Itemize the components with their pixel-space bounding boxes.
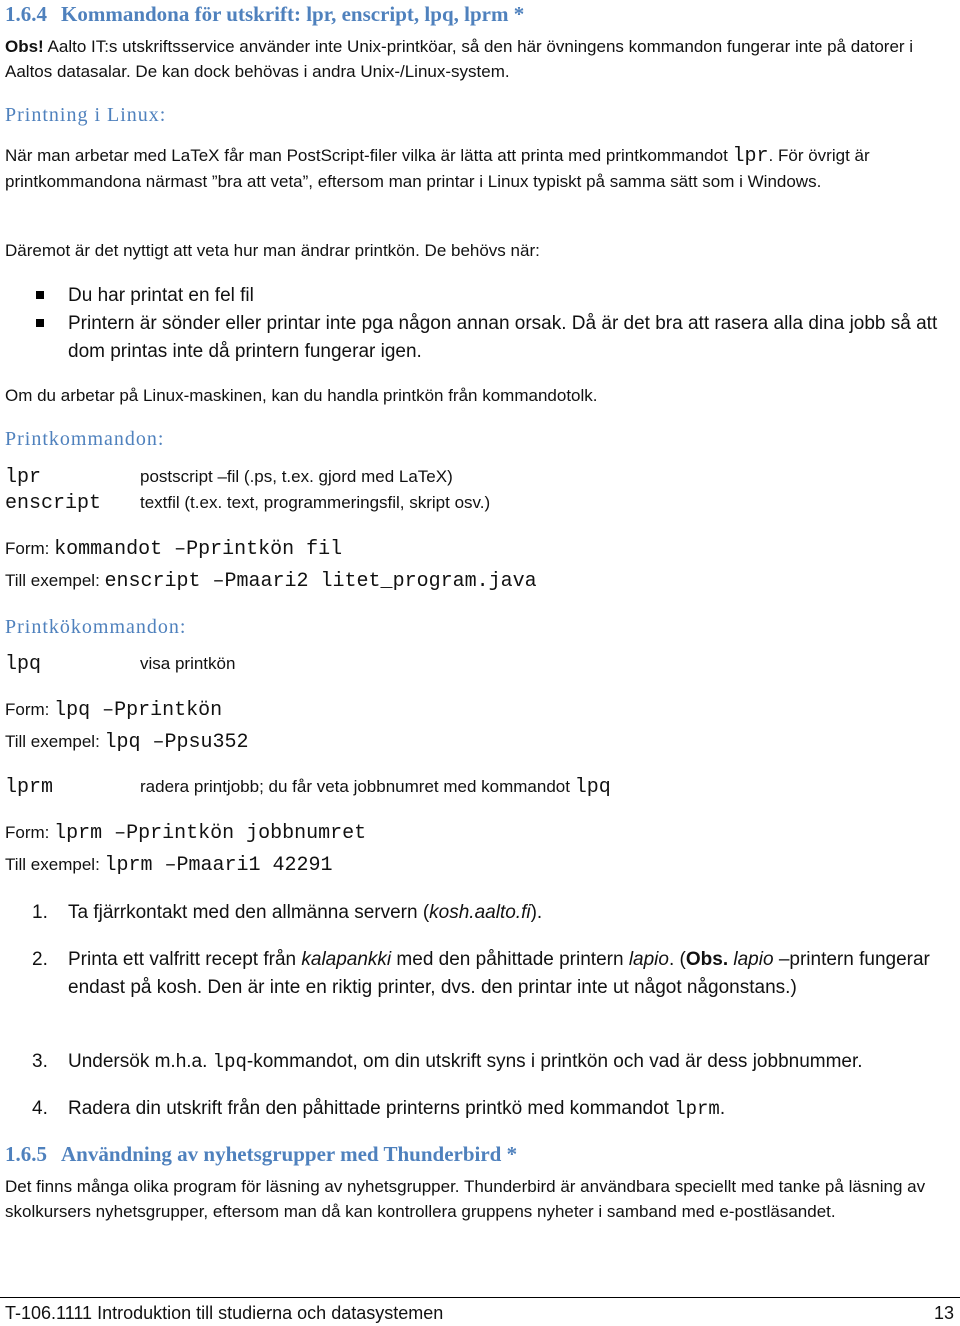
task-text-part: Printa ett valfritt recept från [68,949,302,970]
footer-course: T-106.1111 Introduktion till studierna och datasystemen [5,1303,444,1323]
obs-text: Aalto IT:s utskriftsservice använder inte Unix-printköar, så den här övningens kommandon fungerar inte på datorer i Aaltos datasalar. De kan dock behövas i andra Unix-/Linux-system. [5,37,914,81]
task-text-part: -kommandot, om din utskrift syns i printkön och vad är dess jobbnummer. [246,1051,863,1072]
code-lpr: lpr [732,145,769,168]
command-row [5,492,490,515]
form-code: kommandot –Pprintkön fil [54,538,343,561]
command-description: postscript –fil (.ps, t.ex. gjord med LaTeX) [140,467,453,486]
latex-paragraph [5,143,952,194]
command-name: lpr [5,466,42,489]
command-row [5,466,453,489]
form-label: Form: [5,700,55,719]
example-code: lpq –Ppsu352 [104,731,249,754]
form-code: lpq –Pprintkön [54,699,223,722]
lprm-example [5,854,333,877]
task-text-part: Radera din utskrift från den påhittade printerns printkö med kommandot [68,1098,675,1119]
command-name: lpq [5,653,42,676]
square-bullet-icon [36,291,44,299]
print-form [5,538,342,561]
queue-paragraph: Däremot är det nyttigt att veta hur man ändrar printkön. De behövs när: [5,241,540,260]
task-bold: Obs. [685,949,729,970]
lpq-form [5,699,222,722]
square-bullet-icon [36,319,44,327]
task-italic: lapio [733,949,774,970]
task-number: 1. [32,902,48,923]
task-italic: kosh.aalto.fi [429,902,531,923]
command-name: enscript [5,492,102,515]
task-italic: lapio [628,949,669,970]
obs-label: Obs! [5,37,44,56]
bullet-text: Printern är sönder eller printar inte pga någon annan orsak. Då är det bra att rasera alla dina jobb så att dom printas inte då printern fungerar igen. [68,313,938,362]
command-description: radera printjobb; du får veta jobbnumret med kommandot [140,777,575,796]
task-italic: kalapankki [301,949,392,970]
section-title: Användning av nyhetsgrupper med Thunderbird * [61,1142,518,1166]
example-label: Till exempel: [5,732,105,751]
example-label: Till exempel: [5,571,105,590]
lpq-example [5,731,249,754]
task-text-part: med den påhittade printern [391,949,629,970]
task-code: lpq [212,1051,247,1073]
section-number: 1.6.4 [5,2,47,26]
form-label: Form: [5,539,55,558]
latex-text-start: När man arbetar med LaTeX får man PostScript-filer vilka är lätta att printa med printkommandot [5,146,733,165]
task-number: 2. [32,949,48,970]
section-title: Kommandona för utskrift: lpr, enscript, lpq, lprm * [61,2,525,26]
command-row [5,776,611,799]
task-number: 3. [32,1051,48,1072]
example-code: lprm –Pmaari1 42291 [104,854,333,877]
lprm-form [5,822,366,845]
task-text [68,1048,958,1076]
section-number: 1.6.5 [5,1142,47,1166]
page-number: 13 [933,1303,954,1323]
form-code: lprm –Pprintkön jobbnumret [54,822,367,845]
section-heading [5,1142,952,1167]
printing-heading: Printning i Linux: [5,104,167,126]
example-code: enscript –Pmaari2 litet_program.java [104,570,537,593]
command-description: visa printkön [140,654,236,673]
task-text [68,946,958,1002]
linux-paragraph: Om du arbetar på Linux-maskinen, kan du handla printkön från kommandotolk. [5,386,598,405]
example-label: Till exempel: [5,855,105,874]
task-text-part: . ( [668,949,686,970]
task-text-part: . [719,1098,726,1119]
task-text-part: Ta fjärrkontakt med den allmänna servern ( [68,902,430,923]
queue-commands-heading: Printkökommandon: [5,616,187,638]
obs-note [5,34,952,84]
print-example [5,570,537,593]
bullet-text: Du har printat en fel fil [68,285,254,306]
command-description-code: lpq [574,776,611,799]
task-code: lprm [674,1098,720,1120]
latex-text-end: . För övrigt är printkommandona närmast ”bra att veta”, eftersom man printar i Linux typiskt på samma sätt som i Windows. [5,146,870,191]
command-name: lprm [5,776,54,799]
task-text-part: ). [530,902,543,923]
section-heading [5,2,952,27]
command-description: textfil (t.ex. text, programmeringsfil, skript osv.) [140,493,491,512]
task-text [68,899,958,927]
thunderbird-paragraph: Det finns många olika program för läsning av nyhetsgrupper. Thunderbird är användbara speciellt med tanke på läsning av skolkursers nyhetsgrupper, eftersom man då kan kontrollera gruppens nyheter i samband med e-postläsandet. [5,1177,926,1221]
task-text [68,1095,958,1123]
print-commands-heading: Printkommandon: [5,428,165,450]
task-text-part: Undersök m.h.a. [68,1051,213,1072]
footer-rule [0,1297,960,1298]
task-text-part: –printern fungerar endast på kosh. Den är inte en riktig printer, dvs. den printar inte ut något någonstans.) [68,949,930,998]
form-label: Form: [5,823,55,842]
command-row [5,653,235,676]
task-number: 4. [32,1098,48,1119]
